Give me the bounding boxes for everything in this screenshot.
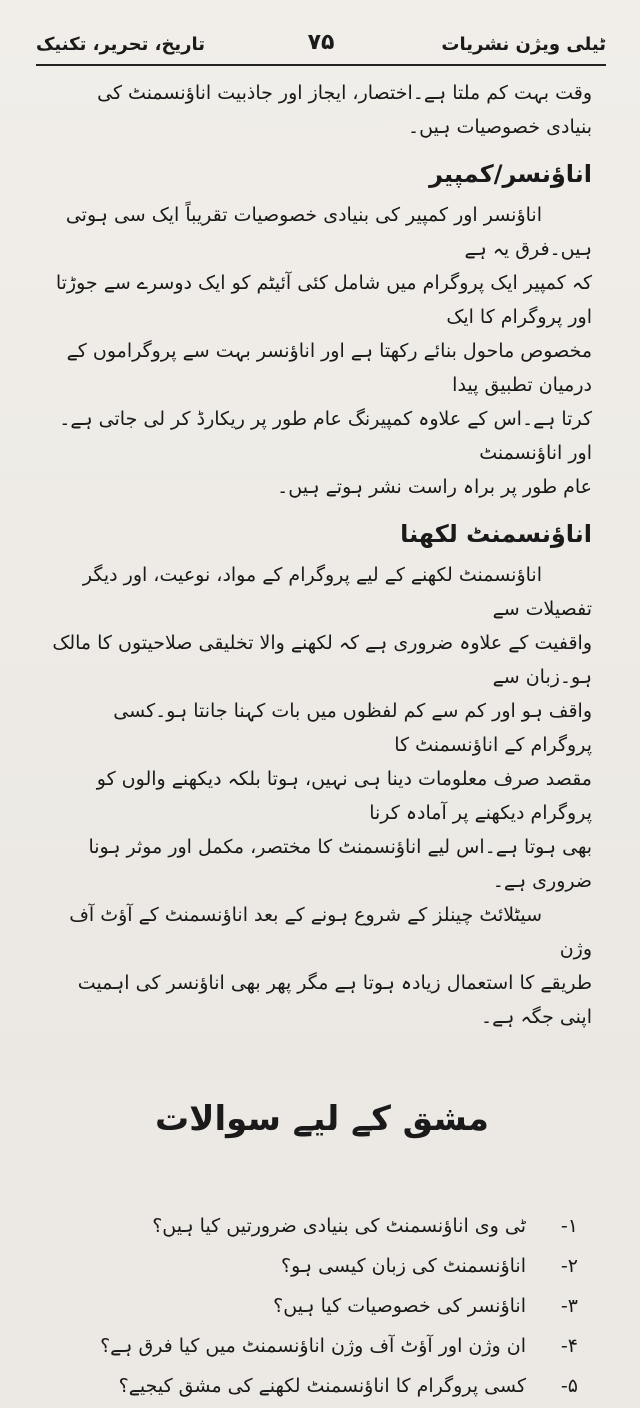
text-line: اناؤنسمنٹ لکھنے کے لیے پروگرام کے مواد، نوعیت، اور دیگر تفصیلات سے	[82, 564, 592, 620]
question-list	[52, 1208, 592, 1404]
text-line: واقفیت کے علاوہ ضروری ہے کہ لکھنے والا تخلیقی صلاحیتوں کا مالک ہو۔زبان سے	[52, 632, 592, 688]
book-title: ٹیلی ویژن نشریات	[441, 34, 606, 55]
text-line: اناؤنسر اور کمپیر کی بنیادی خصوصیات تقریباً ایک سی ہوتی ہیں۔فرق یہ ہے	[65, 204, 592, 260]
text-line: واقف ہو اور کم سے کم لفظوں میں بات کہنا جانتا ہو۔کسی پروگرام کے اناؤنسمنٹ کا	[113, 700, 592, 756]
question-text: ان وژن اور آؤٹ آف وژن اناؤنسمنٹ میں کیا فرق ہے؟	[100, 1335, 526, 1357]
section-body-announcer-compere	[52, 198, 592, 504]
list-item	[52, 1208, 592, 1244]
text-line: مقصد صرف معلومات دینا ہی نہیں، ہوتا بلکہ دیکھنے والوں کو پروگرام دیکھنے پر آمادہ کرنا	[96, 768, 592, 824]
section-body-writing-announcement	[52, 558, 592, 1034]
question-number: ۴-	[560, 1335, 578, 1357]
page-header	[36, 30, 606, 66]
list-item	[52, 1328, 592, 1364]
list-item	[52, 1368, 592, 1404]
question-text: کسی پروگرام کا اناؤنسمنٹ لکھنے کی مشق کیجیے؟	[118, 1375, 526, 1397]
section-title-writing-announcement: اناؤنسمنٹ لکھنا	[400, 520, 592, 548]
question-text: اناؤنسر کی خصوصیات کیا ہیں؟	[273, 1295, 526, 1317]
paragraph-intro: وقت بہت کم ملتا ہے۔اختصار، ایجاز اور جاذبیت اناؤنسمنٹ کی بنیادی خصوصیات ہیں۔	[97, 82, 592, 138]
text-line: بھی ہوتا ہے۔اس لیے اناؤنسمنٹ کا مختصر، مکمل اور موثر ہونا ضروری ہے۔	[88, 836, 592, 892]
text-line: کرتا ہے۔اس کے علاوہ کمپیرنگ عام طور پر ریکارڈ کر لی جاتی ہے۔اور اناؤنسمنٹ	[59, 408, 592, 464]
text-line: مخصوص ماحول بنائے رکھتا ہے اور اناؤنسر بہت سے پروگراموں کے درمیان تطبیق پیدا	[66, 340, 592, 396]
question-text: ٹی وی اناؤنسمنٹ کی بنیادی ضرورتیں کیا ہیں؟	[152, 1215, 526, 1237]
exercise-title: مشق کے لیے سوالات	[155, 1099, 489, 1139]
text-line: کہ کمپیر ایک پروگرام میں شامل کئی آئیٹم کو ایک دوسرے سے جوڑتا اور پروگرام کا ایک	[55, 272, 592, 328]
section-title-announcer-compere: اناؤنسر/کمپیر	[429, 160, 592, 188]
list-item	[52, 1248, 592, 1284]
list-item	[52, 1288, 592, 1324]
text-line: عام طور پر براہ راست نشر ہوتے ہیں۔	[277, 476, 592, 498]
question-number: ۱-	[560, 1215, 578, 1237]
question-number: ۲-	[560, 1255, 578, 1277]
question-text: اناؤنسمنٹ کی زبان کیسی ہو؟	[281, 1255, 526, 1277]
book-subtitle: تاریخ، تحریر، تکنیک	[36, 34, 206, 55]
question-number: ۳-	[560, 1295, 578, 1317]
page-number: ۷۵	[307, 30, 335, 55]
question-number: ۵-	[560, 1375, 578, 1397]
text-line: طریقے کا استعمال زیادہ ہوتا ہے مگر پھر بھی اناؤنسر کی اہمیت اپنی جگہ ہے۔	[77, 972, 592, 1028]
text-line: سیٹلائٹ چینلز کے شروع ہونے کے بعد اناؤنسمنٹ کے آؤٹ آف وژن	[69, 904, 592, 960]
page-content	[52, 76, 592, 1408]
